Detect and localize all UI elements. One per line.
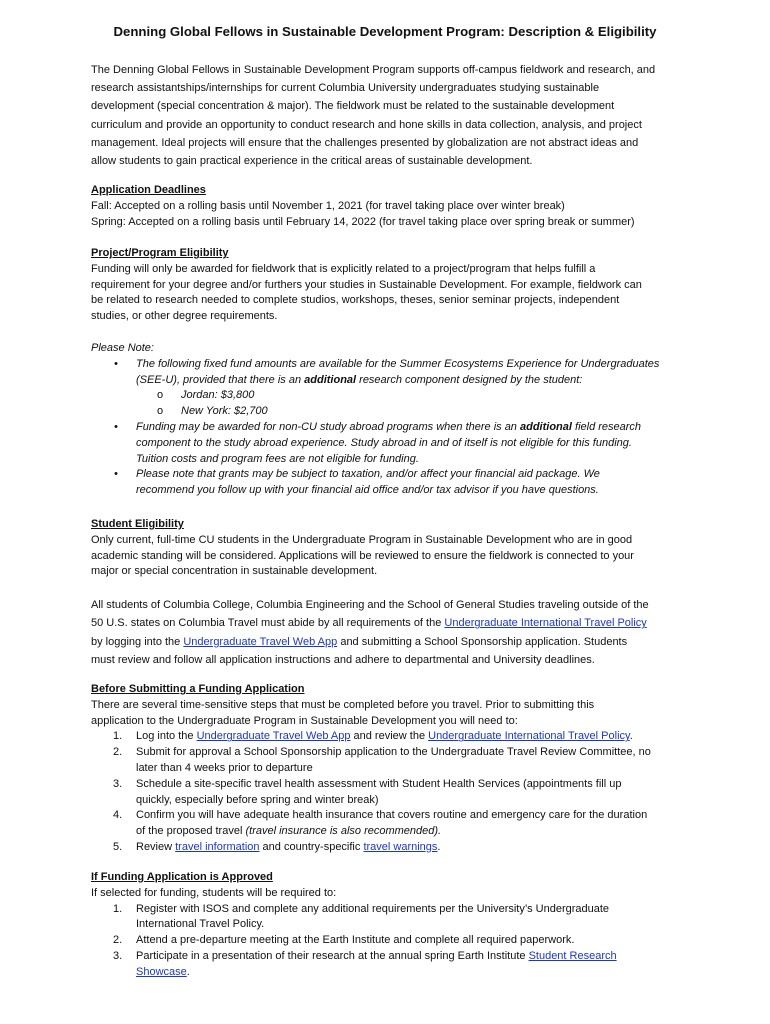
note-bullet-3 bbox=[91, 467, 689, 499]
note-label: Please Note: bbox=[91, 342, 154, 354]
before-line: There are several time-sensitive steps that must be completed before you travel. Prior to submitting this bbox=[91, 698, 595, 711]
list-item bbox=[91, 808, 689, 840]
bullet-text: Please note that grants may be subject to taxation, and/or affect your financial aid package. We bbox=[136, 468, 600, 481]
policy-line: All students of Columbia College, Columbia Engineering and the School of General Studies traveling outside of the bbox=[91, 599, 649, 611]
text-run: Review bbox=[136, 840, 176, 853]
list-text: Submit for approval a School Sponsorship application to the Undergraduate Travel Review Committee, no bbox=[136, 746, 651, 759]
intro-paragraph bbox=[91, 61, 689, 170]
bullet-text: The following fixed fund amounts are available for the Summer Ecosystems Experience for Undergraduates bbox=[136, 357, 660, 370]
section-heading: Project/Program Eligibility bbox=[91, 247, 229, 259]
amount-jordan: Jordan: $3,800 bbox=[181, 389, 255, 402]
section-heading: If Funding Application is Approved bbox=[91, 871, 273, 883]
list-text: Register with ISOS and complete any additional requirements per the University’s Undergraduate bbox=[136, 902, 610, 915]
text-run: and submitting a School Sponsorship application. Students bbox=[337, 635, 628, 648]
travel-web-app-link[interactable]: Undergraduate Travel Web App bbox=[196, 730, 351, 743]
sub-bullet-new-york bbox=[91, 404, 689, 420]
italic-note: (travel insurance is also recommended). bbox=[245, 825, 442, 838]
eligibility-line: be related to research needed to complete studios, workshops, theses, senior seminar projects, independent bbox=[91, 294, 620, 307]
before-submitting-section bbox=[91, 682, 689, 856]
list-number: 2. bbox=[113, 746, 123, 759]
list-number: 3. bbox=[113, 949, 123, 962]
student-line: major or special concentration in sustainable development. bbox=[91, 565, 378, 578]
policy-line bbox=[91, 633, 689, 651]
note-bullet-2 bbox=[91, 420, 689, 467]
list-text bbox=[136, 729, 689, 745]
travel-policy-link[interactable]: Undergraduate International Travel Policy bbox=[428, 730, 630, 743]
list-item bbox=[91, 902, 689, 934]
intro-line: allow students to gain practical experience in the critical areas of sustainable development. bbox=[91, 155, 533, 168]
travel-policy-link[interactable]: Undergraduate International Travel Policy bbox=[444, 617, 647, 630]
list-item bbox=[91, 729, 689, 745]
text-run: Log into the bbox=[136, 730, 197, 743]
intro-line: research assistantships/internships for current Columbia University undergraduates studying sustainable bbox=[91, 82, 600, 95]
list-text bbox=[136, 824, 689, 840]
list-text: quickly, especially before spring and winter break) bbox=[136, 793, 379, 806]
list-text: Attend a pre-departure meeting at the Earth Institute and complete all required paperwork. bbox=[136, 934, 575, 947]
text-run: and review the bbox=[350, 730, 429, 743]
list-number: 3. bbox=[113, 777, 123, 790]
spring-deadline: Spring: Accepted on a rolling basis until February 14, 2022 (for travel taking place over spring break or summer) bbox=[91, 215, 635, 228]
text-run: . bbox=[629, 730, 633, 743]
list-number: 1. bbox=[113, 902, 123, 915]
page-title: Denning Global Fellows in Sustainable Development Program: Description & Eligibility bbox=[113, 24, 657, 39]
intro-line: The Denning Global Fellows in Sustainable Development Program supports off-campus fieldwork and research, and bbox=[91, 64, 656, 76]
bullet-text: component to the study abroad experience. Study abroad in and of itself is not eligible for this funding. bbox=[136, 436, 632, 449]
list-text bbox=[136, 949, 689, 965]
text-run: (SEE-U), provided that there is an bbox=[136, 373, 305, 386]
text-run: and country-specific bbox=[259, 840, 364, 853]
text-run: field research bbox=[571, 420, 642, 433]
research-showcase-link[interactable]: Student Research bbox=[528, 949, 617, 962]
travel-warnings-link[interactable]: travel warnings bbox=[363, 840, 438, 853]
bullet-text bbox=[136, 373, 689, 389]
list-item bbox=[91, 933, 689, 949]
eligibility-line: studies, or other degree requirements. bbox=[91, 310, 278, 323]
list-item bbox=[91, 745, 689, 777]
text-run: research component designed by the student: bbox=[356, 373, 583, 386]
program-eligibility-section bbox=[91, 246, 689, 325]
intro-line: management. Ideal projects will ensure that the challenges presented by globalization are not abstract ideas and bbox=[91, 136, 639, 149]
student-line: academic standing will be considered. Applications will be reviewed to ensure the fieldwork is connected to your bbox=[91, 549, 634, 562]
travel-information-link[interactable]: travel information bbox=[175, 840, 260, 853]
intro-line: curriculum and provide an opportunity to conduct research and hone skills in data collection, analysis, and project bbox=[91, 118, 642, 131]
intro-line: development (special concentration & major). The fieldwork must be related to the sustainable development bbox=[91, 100, 615, 113]
text-run: Participate in a presentation of their research at the annual spring Earth Institute bbox=[136, 949, 529, 962]
application-deadlines-section bbox=[91, 183, 689, 230]
text-run: by logging into the bbox=[91, 635, 184, 648]
bullet-text: recommend you follow up with your financial aid office and/or tax advisor if you have questions. bbox=[136, 484, 599, 497]
list-number: 2. bbox=[113, 934, 123, 947]
bullet-icon: • bbox=[114, 468, 118, 481]
emphasis: additional bbox=[520, 420, 572, 433]
list-text: Confirm you will have adequate health insurance that covers routine and emergency care for the duration bbox=[136, 809, 648, 822]
travel-policy-paragraph bbox=[91, 596, 689, 670]
amount-new-york: New York: $2,700 bbox=[181, 405, 268, 418]
list-text: Schedule a site-specific travel health assessment with Student Health Services (appointments fill up bbox=[136, 777, 622, 790]
sub-bullet-icon: o bbox=[157, 405, 164, 418]
policy-line bbox=[91, 614, 689, 632]
emphasis: additional bbox=[304, 373, 357, 386]
approved-line: If selected for funding, students will be required to: bbox=[91, 886, 337, 899]
fall-deadline: Fall: Accepted on a rolling basis until November 1, 2021 (for travel taking place over winter break) bbox=[91, 199, 565, 212]
policy-line: must review and follow all application instructions and adhere to departmental and University deadlines. bbox=[91, 654, 595, 667]
text-run: 50 U.S. states on Columbia Travel must abide by all requirements of the bbox=[91, 617, 445, 630]
text-run: . bbox=[186, 965, 190, 978]
list-item bbox=[91, 949, 689, 981]
text-run: of the proposed travel bbox=[136, 825, 246, 838]
eligibility-line: requirement for your degree and/or furthers your studies in Sustainable Development. For example, fieldwork can bbox=[91, 278, 642, 291]
text-run: Funding may be awarded for non-CU study abroad programs when there is an bbox=[136, 420, 520, 433]
bullet-text bbox=[136, 420, 689, 436]
text-run: . bbox=[437, 840, 441, 853]
list-text: later than 4 weeks prior to departure bbox=[136, 761, 313, 774]
travel-web-app-link[interactable]: Undergraduate Travel Web App bbox=[183, 635, 338, 648]
student-line: Only current, full-time CU students in the Undergraduate Program in Sustainable Development who are in good bbox=[91, 533, 633, 546]
list-number: 1. bbox=[113, 730, 123, 743]
before-line: application to the Undergraduate Program in Sustainable Development you will need to: bbox=[91, 714, 518, 727]
bullet-text: Tuition costs and program fees are not eligible for funding. bbox=[136, 452, 419, 465]
section-heading: Before Submitting a Funding Application bbox=[91, 683, 305, 695]
section-heading: Student Eligibility bbox=[91, 518, 184, 530]
bullet-icon: • bbox=[114, 420, 118, 433]
section-heading: Application Deadlines bbox=[91, 184, 206, 196]
note-bullet-1 bbox=[91, 357, 689, 389]
list-item bbox=[91, 840, 689, 856]
list-number: 4. bbox=[113, 809, 123, 822]
student-eligibility-section bbox=[91, 517, 689, 580]
if-approved-section bbox=[91, 870, 689, 981]
please-note-section bbox=[91, 341, 689, 499]
eligibility-line: Funding will only be awarded for fieldwork that is explicitly related to a project/program that helps fulfill a bbox=[91, 262, 596, 275]
list-text: International Travel Policy. bbox=[136, 918, 265, 931]
sub-bullet-jordan bbox=[91, 388, 689, 404]
sub-bullet-icon: o bbox=[157, 389, 164, 402]
bullet-icon: • bbox=[114, 357, 118, 370]
list-text bbox=[136, 965, 689, 981]
list-text bbox=[136, 840, 689, 856]
list-item bbox=[91, 777, 689, 809]
research-showcase-link[interactable]: Showcase bbox=[136, 965, 187, 978]
list-number: 5. bbox=[113, 840, 123, 853]
